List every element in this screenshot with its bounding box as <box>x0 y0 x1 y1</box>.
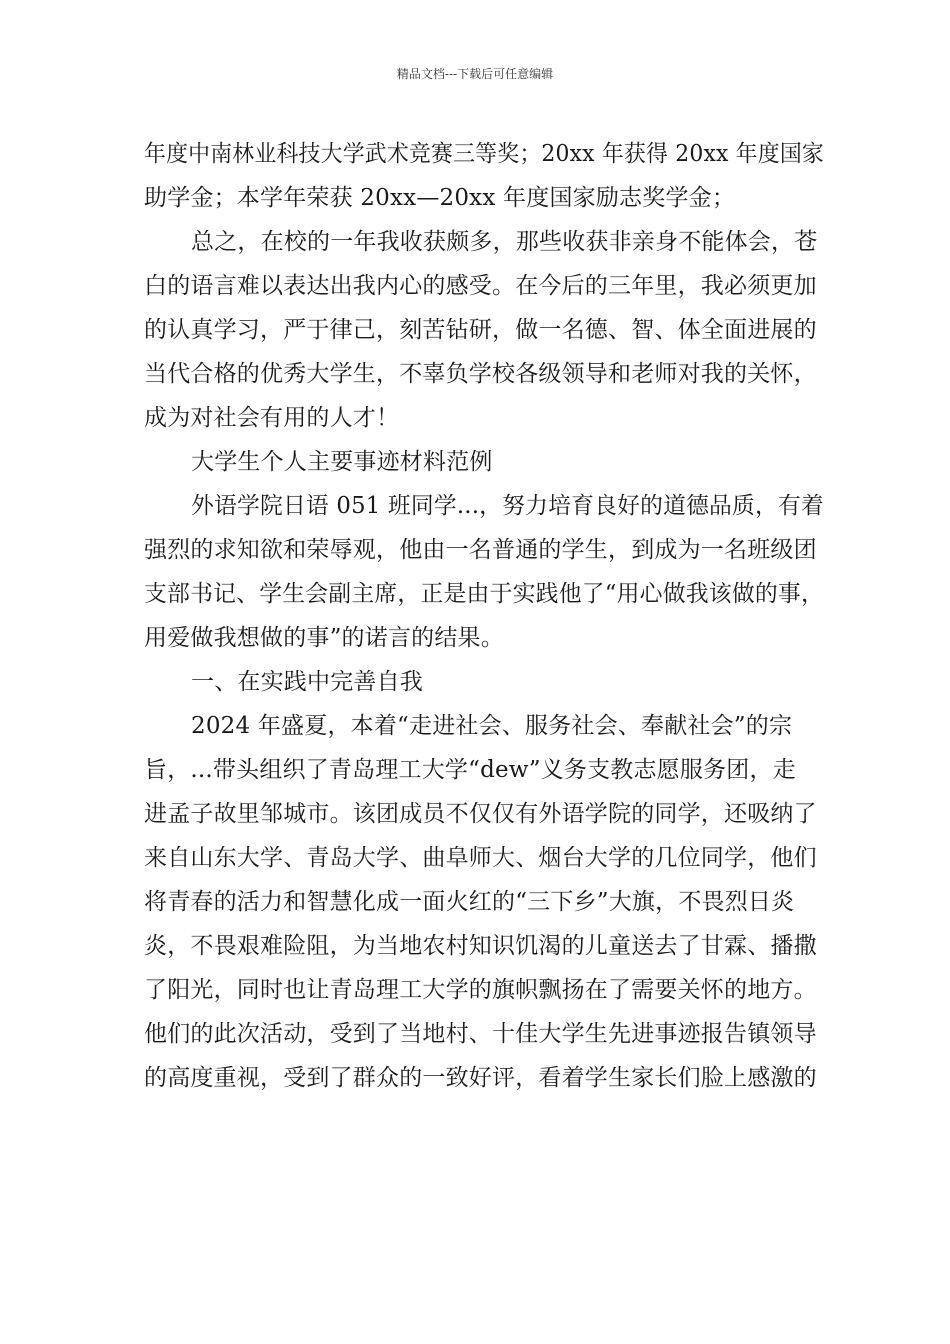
text-line: 的认真学习，严于律己，刻苦钻研，做一名德、智、体全面进展的 <box>144 317 817 343</box>
text-line: 当代合格的优秀大学生，不辜负学校各级领导和老师对我的关怀， <box>144 361 817 387</box>
text-line: 了阳光，同时也让青岛理工大学的旗帜飘扬在了需要关怀的地方。 <box>144 977 817 1003</box>
paragraph-start-line: 外语学院日语 051 班同学...，努力培育良好的道德品质，有着 <box>191 493 824 519</box>
text-line: 支部书记、学生会副主席，正是由于实践他了“用心做我该做的事， <box>144 581 824 607</box>
text-line: 强烈的求知欲和荣辱观，他由一名普通的学生，到成为一名班级团 <box>144 537 817 563</box>
text-line: 成为对社会有用的人才！ <box>144 405 400 431</box>
text-line: 助学金；本学年荣获 20xx—20xx 年度国家励志奖学金； <box>144 185 736 211</box>
paragraph-start-line: 2024 年盛夏，本着“走进社会、服务社会、奉献社会”的宗 <box>191 713 793 739</box>
text-line: 他们的此次活动，受到了当地村、十佳大学生先进事迹报告镇领导 <box>144 1021 817 1047</box>
text-line: 用爱做我想做的事”的诺言的结果。 <box>144 625 504 651</box>
text-line: 将青春的活力和智慧化成一面火红的“三下乡”大旗，不畏烈日炎 <box>144 889 795 915</box>
text-line: 炎，不畏艰难险阻，为当地农村知识饥渴的儿童送去了甘霖、播撒 <box>144 933 817 959</box>
document-body <box>144 132 824 1100</box>
text-line: 旨，...带头组织了青岛理工大学“dew”义务支教志愿服务团，走 <box>144 757 796 783</box>
text-line: 来自山东大学、青岛大学、曲阜师大、烟台大学的几位同学，他们 <box>144 845 817 871</box>
text-line: 进孟子故里邹城市。该团成员不仅仅有外语学院的同学，还吸纳了 <box>144 801 817 827</box>
page-header: 精品文档---下载后可任意编辑 <box>396 67 554 81</box>
text-line: 的高度重视，受到了群众的一致好评，看着学生家长们脸上感激的 <box>144 1065 817 1091</box>
text-line: 年度中南林业科技大学武术竞赛三等奖；20xx 年获得 20xx 年度国家 <box>144 141 824 167</box>
text-line: 白的语言难以表达出我内心的感受。在今后的三年里，我必须更加 <box>144 273 817 299</box>
section-title: 大学生个人主要事迹材料范例 <box>191 449 493 475</box>
paragraph-start-line: 总之，在校的一年我收获颇多，那些收获非亲身不能体会，苍 <box>191 229 818 255</box>
subsection-heading: 一、在实践中完善自我 <box>191 669 423 695</box>
